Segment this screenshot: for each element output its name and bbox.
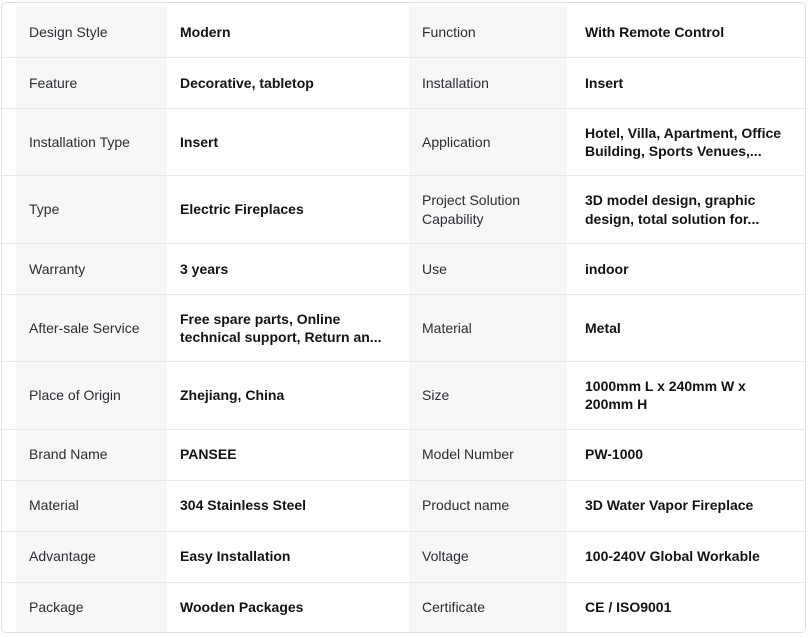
attribute-value: Hotel, Villa, Apartment, Office Building, Sports Venues,... bbox=[567, 109, 805, 175]
row-left-gutter bbox=[2, 244, 16, 294]
attribute-label: Model Number bbox=[409, 430, 567, 480]
attribute-value: 304 Stainless Steel bbox=[167, 481, 409, 531]
attribute-label: Installation Type bbox=[16, 109, 167, 175]
attribute-value: 1000mm L x 240mm W x 200mm H bbox=[567, 362, 805, 428]
spec-row bbox=[2, 7, 805, 57]
attribute-value: With Remote Control bbox=[567, 7, 805, 57]
attribute-value: Electric Fireplaces bbox=[167, 176, 409, 242]
row-left-gutter bbox=[2, 362, 16, 428]
row-left-gutter bbox=[2, 7, 16, 57]
attribute-label: Type bbox=[16, 176, 167, 242]
row-left-gutter bbox=[2, 481, 16, 531]
attribute-value: indoor bbox=[567, 244, 805, 294]
row-left-gutter bbox=[2, 176, 16, 242]
attribute-label: Function bbox=[409, 7, 567, 57]
attribute-label: Voltage bbox=[409, 532, 567, 582]
attribute-label: Place of Origin bbox=[16, 362, 167, 428]
attribute-label: Design Style bbox=[16, 7, 167, 57]
row-left-gutter bbox=[2, 58, 16, 108]
spec-row bbox=[2, 582, 805, 633]
attribute-value: Insert bbox=[567, 58, 805, 108]
attribute-value: Metal bbox=[567, 295, 805, 361]
attribute-value: CE / ISO9001 bbox=[567, 583, 805, 633]
attribute-value: 3D model design, graphic design, total solution for... bbox=[567, 176, 805, 242]
spec-row bbox=[2, 531, 805, 582]
spec-row bbox=[2, 361, 805, 428]
attribute-value: Wooden Packages bbox=[167, 583, 409, 633]
spec-row bbox=[2, 175, 805, 242]
attribute-label: Certificate bbox=[409, 583, 567, 633]
attribute-value: Zhejiang, China bbox=[167, 362, 409, 428]
attribute-label: After-sale Service bbox=[16, 295, 167, 361]
attribute-value: PW-1000 bbox=[567, 430, 805, 480]
product-spec-table bbox=[1, 2, 806, 633]
spec-row bbox=[2, 57, 805, 108]
row-left-gutter bbox=[2, 583, 16, 633]
attribute-label: Installation bbox=[409, 58, 567, 108]
attribute-label: Material bbox=[16, 481, 167, 531]
attribute-label: Project Solution Capability bbox=[409, 176, 567, 242]
attribute-value: 100-240V Global Workable bbox=[567, 532, 805, 582]
attribute-label: Use bbox=[409, 244, 567, 294]
attribute-label: Material bbox=[409, 295, 567, 361]
attribute-label: Advantage bbox=[16, 532, 167, 582]
attribute-value: Insert bbox=[167, 109, 409, 175]
attribute-label: Size bbox=[409, 362, 567, 428]
attribute-value: PANSEE bbox=[167, 430, 409, 480]
attribute-label: Feature bbox=[16, 58, 167, 108]
attribute-value: Decorative, tabletop bbox=[167, 58, 409, 108]
row-left-gutter bbox=[2, 295, 16, 361]
spec-row bbox=[2, 480, 805, 531]
row-left-gutter bbox=[2, 430, 16, 480]
attribute-value: Modern bbox=[167, 7, 409, 57]
spec-row bbox=[2, 429, 805, 480]
attribute-label: Brand Name bbox=[16, 430, 167, 480]
attribute-value: 3 years bbox=[167, 244, 409, 294]
row-left-gutter bbox=[2, 532, 16, 582]
attribute-label: Warranty bbox=[16, 244, 167, 294]
spec-row bbox=[2, 294, 805, 361]
attribute-value: 3D Water Vapor Fireplace bbox=[567, 481, 805, 531]
attribute-label: Package bbox=[16, 583, 167, 633]
spec-row bbox=[2, 243, 805, 294]
attribute-value: Easy Installation bbox=[167, 532, 409, 582]
attribute-label: Application bbox=[409, 109, 567, 175]
attribute-label: Product name bbox=[409, 481, 567, 531]
attribute-value: Free spare parts, Online technical support, Return an... bbox=[167, 295, 409, 361]
spec-row bbox=[2, 108, 805, 175]
row-left-gutter bbox=[2, 109, 16, 175]
